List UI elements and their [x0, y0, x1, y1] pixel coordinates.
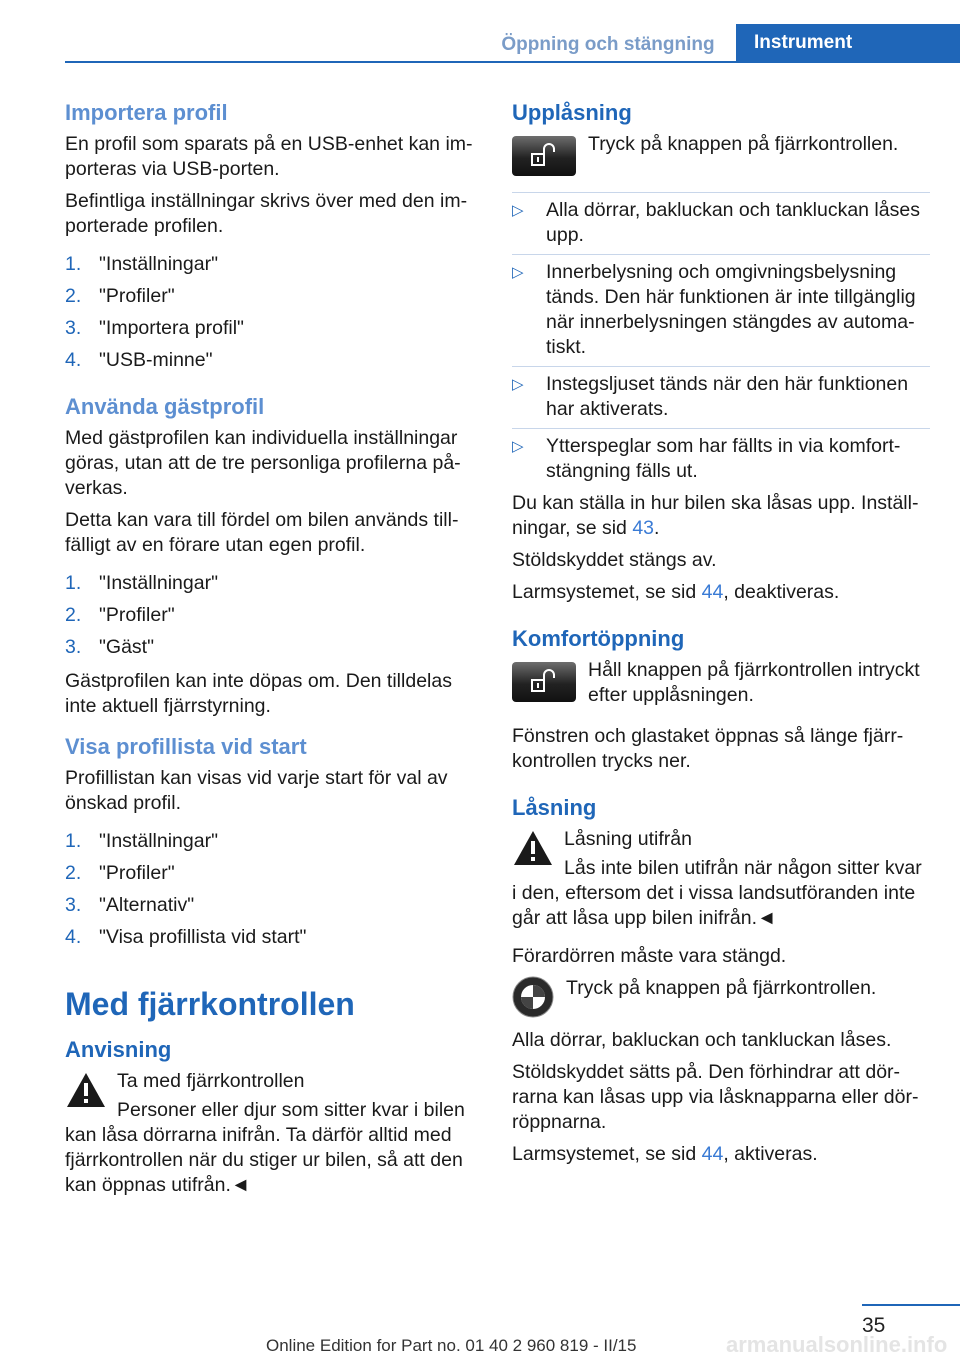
heading-comfort-opening: Komfortöppning — [512, 626, 685, 651]
list-item: ▷ Innerbelysning och omgivningsbelysning tänds. Den här funktionen är inte tillgänglig när innerbelysningen stängdes av automa-tiskt. — [512, 260, 930, 360]
paragraph: Detta kan vara till fördel om bilen används till-fälligt av en förare utan egen profil. — [65, 509, 459, 556]
list-item: ▷ Instegsljuset tänds när den här funktionen har aktiverats. — [512, 372, 930, 422]
step-item: 3. "Gäst" — [65, 636, 155, 658]
section-title: Öppning och stängning — [501, 34, 715, 55]
edition-note: Online Edition for Part no. 01 40 2 960 819 - II/15 — [266, 1336, 637, 1355]
paragraph: Befintliga inställningar skrivs över med den im-porterade profilen. — [65, 190, 468, 237]
guest-steps — [65, 571, 475, 667]
heading-import-profile: Importera profil — [65, 100, 228, 125]
heading-unlock: Upplåsning — [512, 100, 632, 125]
paragraph: Fönstren och glastaket öppnas så länge fjärr-kontrollen trycks ner. — [512, 725, 904, 772]
paragraph: Alla dörrar, bakluckan och tankluckan låses. — [512, 1029, 892, 1051]
triangle-bullet-icon: ▷ — [512, 376, 524, 393]
left-column — [65, 100, 475, 1205]
page-link-44[interactable]: 44 — [701, 1143, 724, 1165]
step-item: 2. "Profiler" — [65, 862, 175, 884]
step-item: 1. "Inställningar" — [65, 572, 218, 594]
warning-block — [65, 1069, 475, 1198]
paragraph: Förardörren måste vara stängd. — [512, 945, 787, 967]
profile-list-steps — [65, 829, 475, 957]
lock-instruction — [512, 976, 930, 1018]
paragraph: En profil som sparats på en USB-enhet kan im-porteras via USB-porten. — [65, 133, 473, 180]
warning-text: Lås inte bilen utifrån när någon sitter kvar i den, eftersom det i vissa landsutföranden inte går att låsa upp bilen inifrån.◄ — [512, 857, 922, 929]
footer-rule — [862, 1304, 960, 1306]
instruction-text: Tryck på knappen på fjärrkontrollen. — [566, 977, 877, 999]
step-item: 2. "Profiler" — [65, 285, 175, 307]
heading-notice: Anvisning — [65, 1037, 172, 1062]
step-item: 1. "Inställningar" — [65, 830, 218, 852]
heading-locking: Låsning — [512, 795, 597, 820]
triangle-bullet-icon: ▷ — [512, 202, 524, 219]
triangle-bullet-icon: ▷ — [512, 264, 524, 281]
step-item: 4. "USB-minne" — [65, 349, 213, 371]
comfort-instruction — [512, 658, 930, 708]
page-link-44[interactable]: 44 — [701, 581, 724, 603]
warning-triangle-icon — [512, 829, 554, 867]
import-steps — [65, 252, 475, 380]
paragraph: Profillistan kan visas vid varje start för val av önskad profil. — [65, 767, 448, 814]
warning-title: Låsning utifrån — [564, 828, 692, 850]
paragraph: Larmsystemet, se sid 44, deaktiveras. — [512, 581, 840, 603]
bmw-logo-icon — [512, 976, 554, 1018]
step-item: 4. "Visa profillista vid start" — [65, 926, 307, 948]
instruction-text: Tryck på knappen på fjärrkontrollen. — [588, 133, 899, 155]
page-link-43[interactable]: 43 — [632, 517, 655, 539]
list-item: ▷ Alla dörrar, bakluckan och tankluckan låses upp. — [512, 198, 930, 248]
warning-title: Ta med fjärrkontrollen — [117, 1070, 305, 1092]
paragraph: Stöldskyddet stängs av. — [512, 549, 717, 571]
chapter-tab[interactable]: Instrument — [736, 24, 960, 62]
unlock-key-icon — [512, 136, 576, 176]
header-rule — [65, 61, 960, 63]
paragraph: Med gästprofilen kan individuella inställningar göras, utan att de tre personliga profilerna på-verkas. — [65, 427, 461, 499]
unlock-key-icon — [512, 662, 576, 702]
warning-triangle-icon — [65, 1071, 107, 1109]
unlock-instruction — [512, 132, 930, 176]
triangle-bullet-icon: ▷ — [512, 438, 524, 455]
heading-guest-profile: Använda gästprofil — [65, 394, 265, 419]
paragraph: Du kan ställa in hur bilen ska låsas upp. Inställ-ningar, se sid 43. — [512, 492, 919, 539]
unlock-effects-list — [512, 198, 930, 484]
step-item: 1. "Inställningar" — [65, 253, 218, 275]
step-item: 2. "Profiler" — [65, 604, 175, 626]
step-item: 3. "Importera profil" — [65, 317, 244, 339]
watermark: armanualsonline.info — [726, 1332, 948, 1357]
paragraph: Gästprofilen kan inte döpas om. Den tilldelas inte aktuell fjärrstyrning. — [65, 670, 452, 717]
list-item: ▷ Ytterspeglar som har fällts in via komfort-stängning fälls ut. — [512, 434, 930, 484]
heading-remote-control: Med fjärrkontrollen — [65, 986, 355, 1022]
page-number: 35 — [862, 1314, 886, 1337]
paragraph: Larmsystemet, se sid 44, aktiveras. — [512, 1143, 818, 1165]
instruction-text: Håll knappen på fjärrkontrollen intryckt efter upplåsningen. — [588, 659, 920, 706]
step-item: 3. "Alternativ" — [65, 894, 195, 916]
heading-profile-list: Visa profillista vid start — [65, 734, 307, 759]
warning-text: Personer eller djur som sitter kvar i bilen kan låsa dörrarna inifrån. Ta därför alltid med fjärrkontrollen när du stiger ur bilen, så att den kan öppnas utifrån.◄ — [65, 1099, 465, 1196]
paragraph: Stöldskyddet sätts på. Den förhindrar att dör-rarna kan låsas upp via låsknapparna eller dör-röppnarna. — [512, 1061, 919, 1133]
right-column — [512, 100, 930, 1174]
warning-block — [512, 827, 930, 931]
